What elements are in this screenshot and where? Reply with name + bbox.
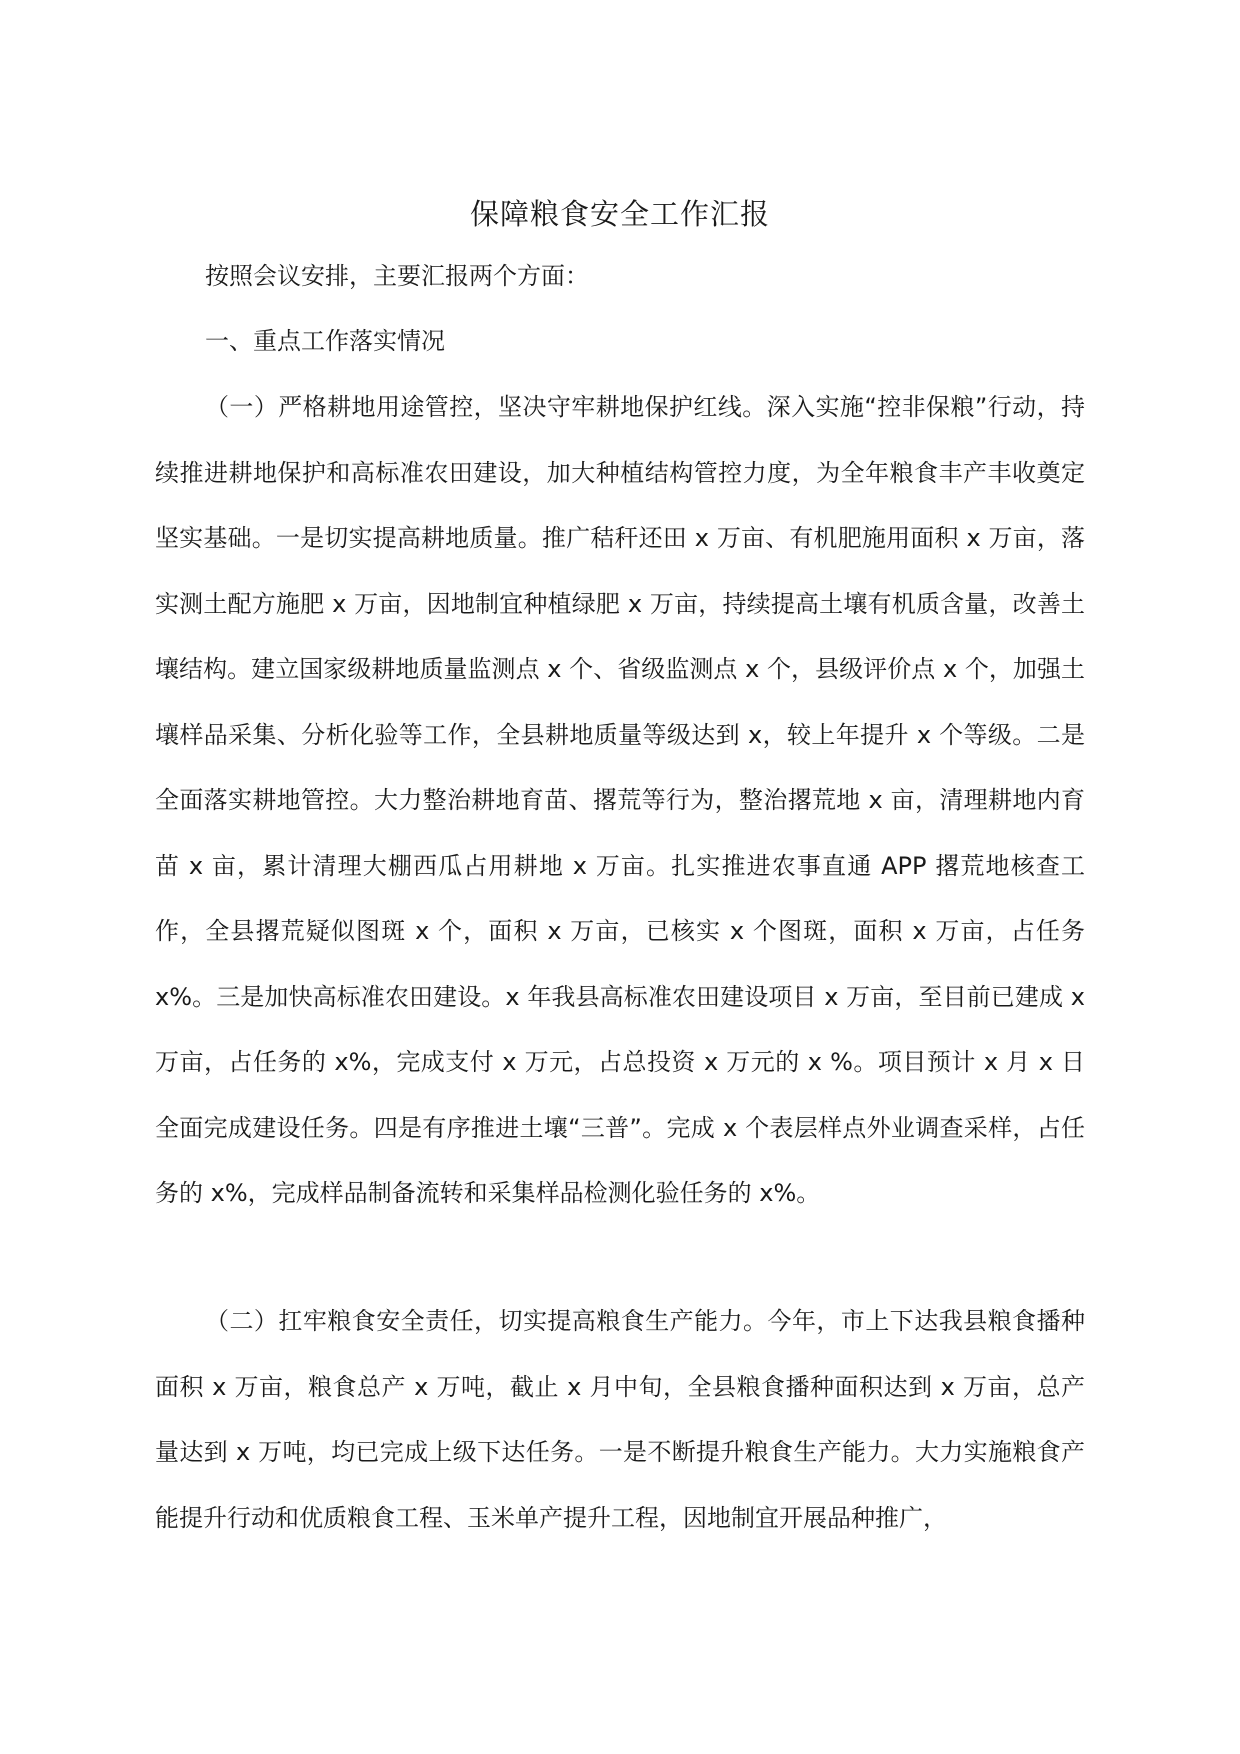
- section-1-paragraph: （一）严格耕地用途管控，坚决守牢耕地保护红线。深入实施“控非保粮”行动，持续推进耕地保护和高标准农田建设，加大种植结构管控力度，为全年粮食丰产丰收奠定坚实基础。一是切实提高耕地质量。推广秸秆还田 x 万亩、有机肥施用面积 x 万亩，落实测土配方施肥 x 万亩，因地制宜种植绿肥 x 万亩，持续提高土壤有机质含量，改善土壤结构。建立国家级耕地质量监测点 x 个、省级监测点 x 个，县级评价点 x 个，加强土壤样品采集、分析化验等工作，全县耕地质量等级达到 x，较上年提升 x 个等级。二是全面落实耕地管控。大力整治耕地育苗、撂荒等行为，整治撂荒地 x 亩，清理耕地内育苗 x 亩，累计清理大棚西瓜占用耕地 x 万亩。扎实推进农事直通 APP 撂荒地核查工作，全县撂荒疑似图斑 x 个，面积 x 万亩，已核实 x 个图斑，面积 x 万亩，占任务 x%。三是加快高标准农田建设。x 年我县高标准农田建设项目 x 万亩，至目前已建成 x 万亩，占任务的 x%，完成支付 x 万元，占总投资 x 万元的 x %。项目预计 x 月 x 日全面完成建设任务。四是有序推进土壤“三普”。完成 x 个表层样点外业调查采样，占任务的 x%，完成样品制备流转和采集样品检测化验任务的 x%。: [155, 393, 1085, 1207]
- section-2-paragraph: （二）扛牢粮食安全责任，切实提高粮食生产能力。今年，市上下达我县粮食播种面积 x 万亩，粮食总产 x 万吨，截止 x 月中旬，全县粮食播种面积达到 x 万亩，总产量达到 x 万吨，均已完成上级下达任务。一是不断提升粮食生产能力。大力实施粮食产能提升行动和优质粮食工程、玉米单产提升工程，因地制宜开展品种推广，: [155, 1307, 1085, 1532]
- document-title: 保障粮食安全工作汇报: [469, 197, 770, 231]
- section-heading-1: 一、重点工作落实情况: [205, 327, 445, 355]
- intro-paragraph: 按照会议安排，主要汇报两个方面：: [205, 262, 589, 290]
